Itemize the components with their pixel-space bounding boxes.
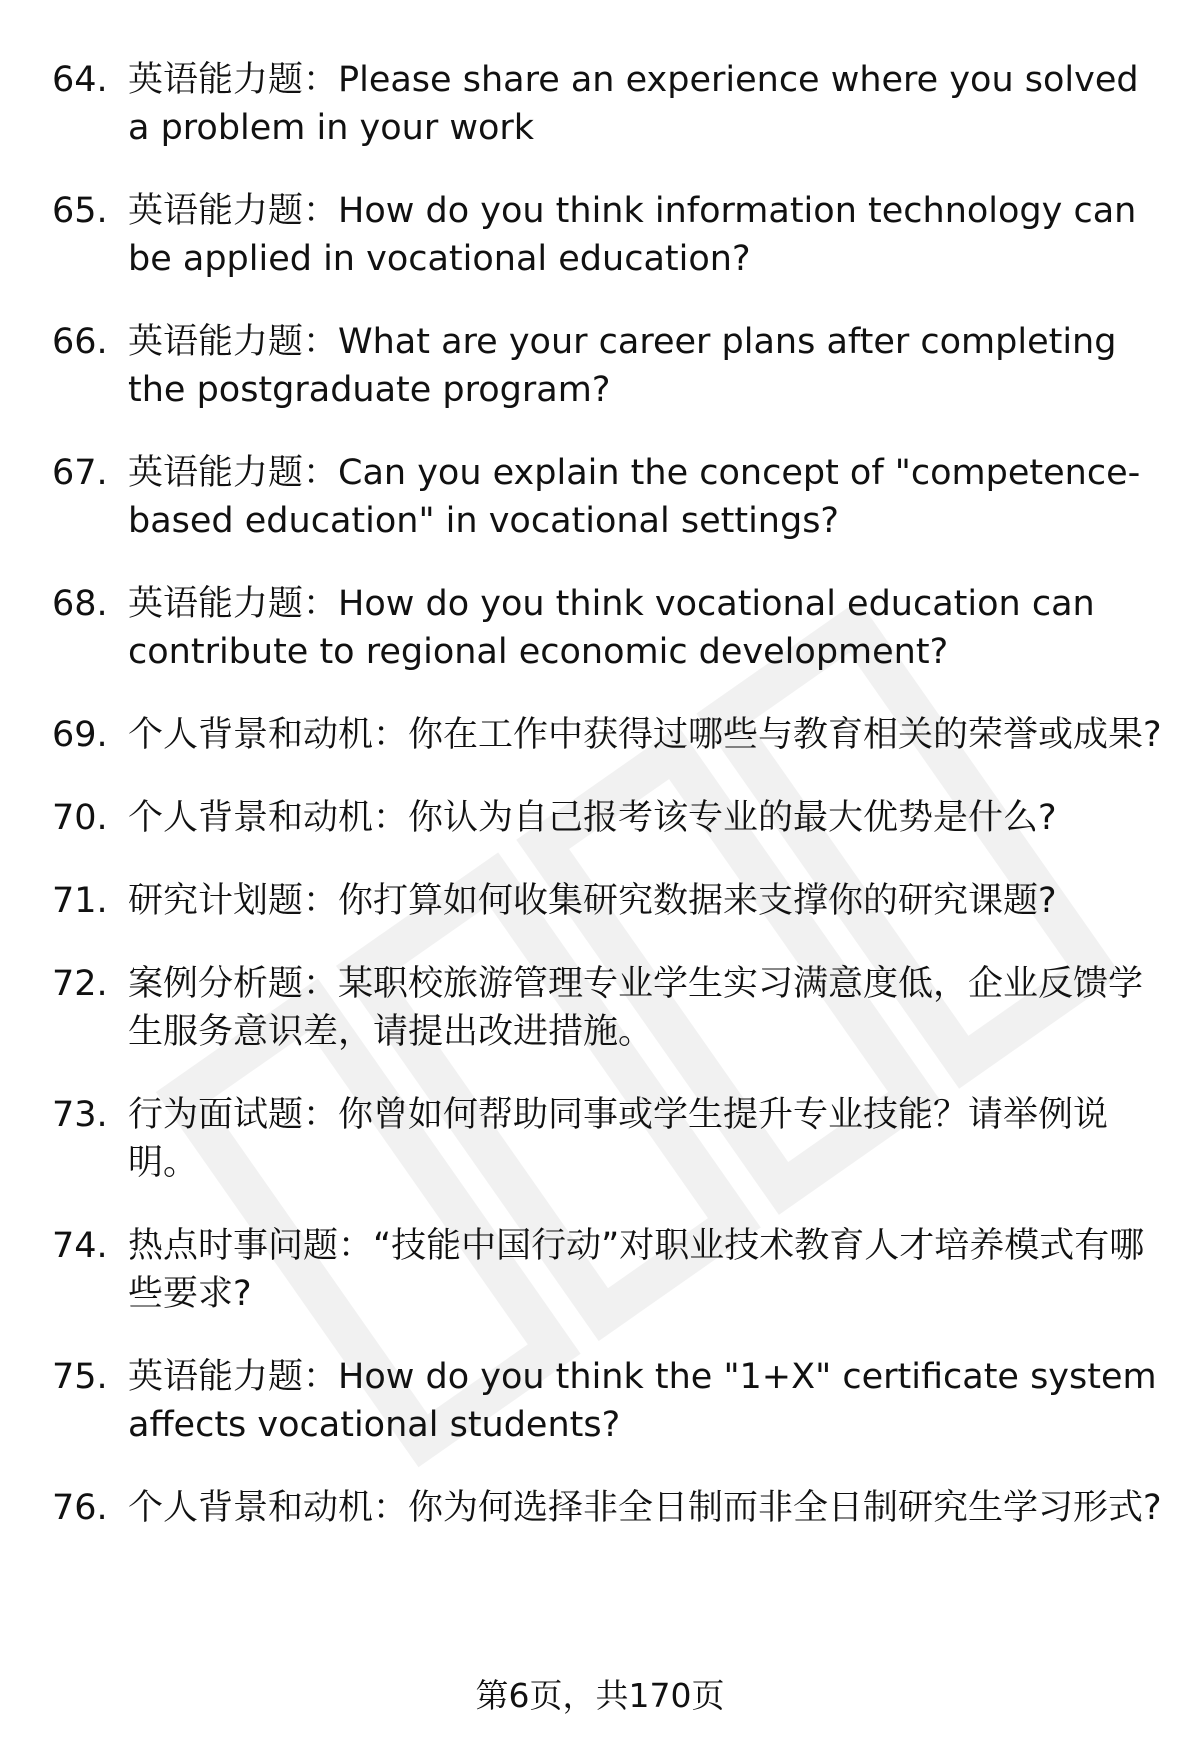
question-list xyxy=(0,56,1200,1567)
question-item xyxy=(0,1222,1200,1318)
question-number: 69. xyxy=(52,715,108,755)
question-text: 英语能力题：How do you think the "1+X" certificate system affects vocational students? xyxy=(128,1357,1157,1445)
question-text: 案例分析题：某职校旅游管理专业学生实习满意度低，企业反馈学生服务意识差，请提出改进措施。 xyxy=(128,964,1144,1052)
question-text: 个人背景和动机：你认为自己报考该专业的最大优势是什么? xyxy=(128,798,1057,838)
question-item xyxy=(0,56,1200,152)
question-number: 70. xyxy=(52,798,108,838)
question-number: 72. xyxy=(52,964,108,1004)
question-number: 67. xyxy=(52,453,108,493)
question-text: 英语能力题：How do you think information technology can be applied in vocational education? xyxy=(128,191,1137,279)
question-text: 英语能力题：Can you explain the concept of "competence-based education" in vocational settings? xyxy=(128,453,1141,541)
question-item xyxy=(0,794,1200,842)
question-text: 个人背景和动机：你为何选择非全日制而非全日制研究生学习形式? xyxy=(128,1488,1162,1528)
question-number: 66. xyxy=(52,322,108,362)
question-text: 个人背景和动机：你在工作中获得过哪些与教育相关的荣誉或成果? xyxy=(128,715,1162,755)
question-item xyxy=(0,960,1200,1056)
question-text: 行为面试题：你曾如何帮助同事或学生提升专业技能？请举例说明。 xyxy=(128,1095,1109,1183)
question-text: 英语能力题：What are your career plans after completing the postgraduate program? xyxy=(128,322,1117,410)
question-number: 65. xyxy=(52,191,108,231)
question-number: 64. xyxy=(52,60,108,100)
page-footer: 第6页，共170页 xyxy=(475,1676,725,1715)
question-number: 68. xyxy=(52,584,108,624)
question-number: 75. xyxy=(52,1357,108,1397)
question-number: 73. xyxy=(52,1095,108,1135)
question-number: 74. xyxy=(52,1226,108,1266)
question-item xyxy=(0,1484,1200,1532)
question-item xyxy=(0,877,1200,925)
question-text: 热点时事问题：“技能中国行动”对职业技术教育人才培养模式有哪些要求? xyxy=(128,1226,1145,1314)
question-text: 研究计划题：你打算如何收集研究数据来支撑你的研究课题? xyxy=(128,881,1057,921)
question-text: 英语能力题：Please share an experience where you solved a problem in your work xyxy=(128,60,1139,148)
question-item xyxy=(0,449,1200,545)
question-item xyxy=(0,580,1200,676)
question-item xyxy=(0,711,1200,759)
question-number: 71. xyxy=(52,881,108,921)
question-item xyxy=(0,187,1200,283)
question-item xyxy=(0,1353,1200,1449)
question-number: 76. xyxy=(52,1488,108,1528)
question-item xyxy=(0,318,1200,414)
question-item xyxy=(0,1091,1200,1187)
question-text: 英语能力题：How do you think vocational education can contribute to regional economic development? xyxy=(128,584,1095,672)
